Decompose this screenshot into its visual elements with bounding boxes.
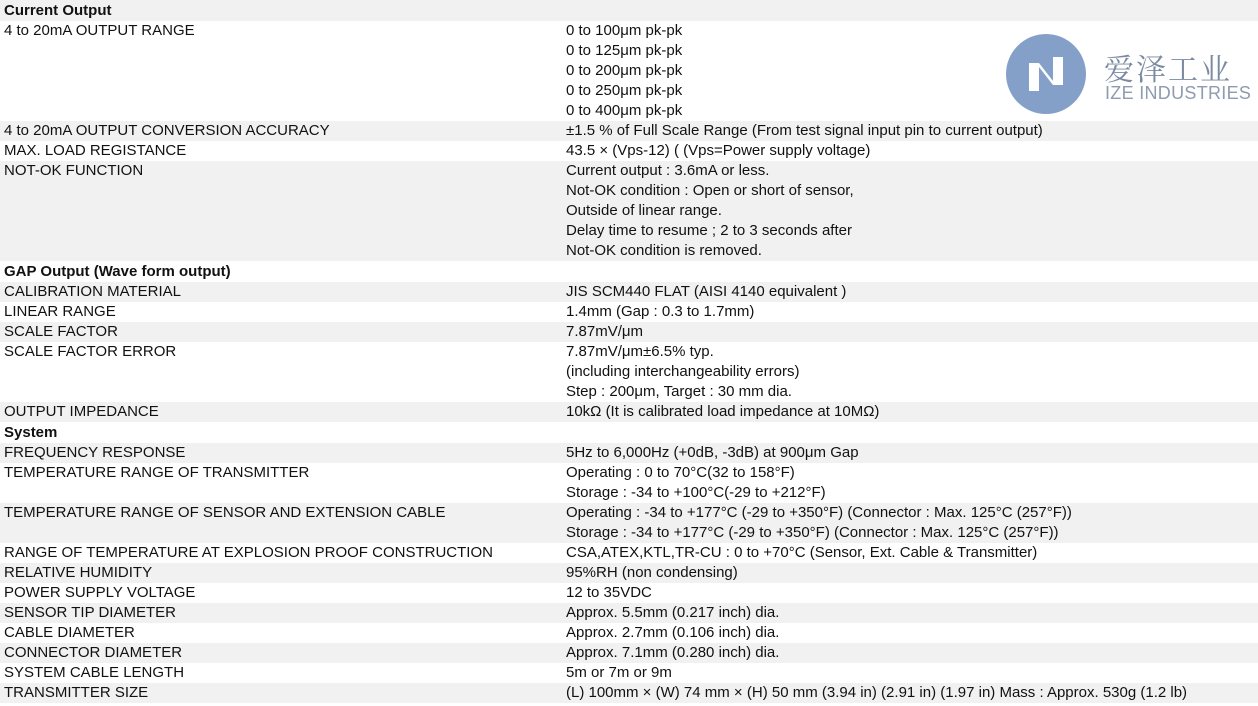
spec-value: [563, 261, 1258, 282]
spec-value: [563, 443, 1258, 463]
spec-value-line: JIS SCM440 FLAT (AISI 4140 equivalent ): [566, 283, 847, 300]
spec-value-line: 5Hz to 6,000Hz (+0dB, -3dB) at 900μm Gap: [566, 444, 859, 461]
spec-value-line: Approx. 7.1mm (0.280 inch) dia.: [566, 644, 780, 661]
spec-value-line: 43.5 × (Vps-12) ( (Vps=Power supply voltage): [566, 142, 871, 159]
section-header-row: [0, 422, 1258, 443]
spec-label: SCALE FACTOR: [4, 323, 118, 340]
spec-value-line: CSA,ATEX,KTL,TR-CU : 0 to +70°C (Sensor, Ext. Cable & Transmitter): [566, 544, 1038, 561]
spec-value-line: Step : 200μm, Target : 30 mm dia.: [566, 383, 792, 400]
spec-value: [563, 121, 1258, 141]
spec-value: [563, 583, 1258, 603]
brand-name-cn: 爱泽工业: [1104, 53, 1232, 88]
spec-value: [563, 643, 1258, 663]
spec-row: [0, 623, 1258, 643]
spec-row: [0, 161, 1258, 261]
spec-value-line: (L) 100mm × (W) 74 mm × (H) 50 mm (3.94 in) (2.91 in) (1.97 in) Mass : Approx. 530g (1.2 lb): [566, 684, 1188, 701]
spec-row: [0, 563, 1258, 583]
spec-label: CALIBRATION MATERIAL: [4, 283, 181, 300]
spec-value-line: Storage : -34 to +177°C (-29 to +350°F) (Connector : Max. 125°C (257°F)): [566, 524, 1059, 541]
spec-value-line: 95%RH (non condensing): [566, 564, 738, 581]
spec-label: CONNECTOR DIAMETER: [4, 644, 183, 661]
spec-value: [563, 322, 1258, 342]
spec-value-line: 0 to 125μm pk-pk: [566, 42, 683, 59]
spec-value: [563, 603, 1258, 623]
spec-value: [563, 422, 1258, 443]
spec-value-line: 0 to 200μm pk-pk: [566, 62, 683, 79]
spec-label: POWER SUPPLY VOLTAGE: [4, 584, 196, 601]
spec-row: [0, 21, 1258, 121]
spec-value: [563, 21, 1258, 121]
spec-value: [563, 402, 1258, 422]
spec-value-line: Operating : 0 to 70°C(32 to 158°F): [566, 464, 795, 481]
spec-row: [0, 121, 1258, 141]
spec-label: SCALE FACTOR ERROR: [4, 343, 177, 360]
spec-value: [563, 141, 1258, 161]
spec-label: RELATIVE HUMIDITY: [4, 564, 153, 581]
spec-value-line: 7.87mV/μm: [566, 323, 643, 340]
spec-row: [0, 141, 1258, 161]
spec-value: [563, 543, 1258, 563]
spec-value: [563, 302, 1258, 322]
spec-label: SENSOR TIP DIAMETER: [4, 604, 176, 621]
spec-label: OUTPUT IMPEDANCE: [4, 403, 159, 420]
spec-value: [563, 463, 1258, 503]
spec-value-line: 10kΩ (It is calibrated load impedance at 10MΩ): [566, 403, 880, 420]
spec-row: [0, 663, 1258, 683]
spec-row: [0, 282, 1258, 302]
spec-row: [0, 463, 1258, 503]
section-header-row: [0, 0, 1258, 21]
spec-value-line: Not-OK condition is removed.: [566, 242, 762, 259]
spec-value-line: Storage : -34 to +100°C(-29 to +212°F): [566, 484, 826, 501]
spec-label: NOT-OK FUNCTION: [4, 162, 144, 179]
spec-value-line: Not-OK condition : Open or short of sensor,: [566, 182, 854, 199]
spec-row: [0, 443, 1258, 463]
spec-label: TRANSMITTER SIZE: [4, 684, 149, 701]
spec-value: [563, 663, 1258, 683]
spec-label: CABLE DIAMETER: [4, 624, 135, 641]
spec-value-line: 0 to 250μm pk-pk: [566, 82, 683, 99]
spec-value: [563, 282, 1258, 302]
spec-value-line: 0 to 100μm pk-pk: [566, 22, 683, 39]
spec-value-line: Approx. 2.7mm (0.106 inch) dia.: [566, 624, 780, 641]
spec-value-line: 7.87mV/μm±6.5% typ.: [566, 343, 714, 360]
spec-row: [0, 583, 1258, 603]
brand-name-en: IZE INDUSTRIES: [1105, 83, 1252, 103]
spec-row: [0, 603, 1258, 623]
spec-value-line: Current output : 3.6mA or less.: [566, 162, 770, 179]
section-title: GAP Output (Wave form output): [4, 263, 231, 280]
spec-label: FREQUENCY RESPONSE: [4, 444, 186, 461]
spec-value: [563, 503, 1258, 543]
spec-row: [0, 683, 1258, 703]
spec-label: TEMPERATURE RANGE OF SENSOR AND EXTENSION CABLE: [4, 504, 446, 521]
spec-value-line: Approx. 5.5mm (0.217 inch) dia.: [566, 604, 780, 621]
spec-label: LINEAR RANGE: [4, 303, 116, 320]
spec-row: [0, 503, 1258, 543]
spec-value: [563, 342, 1258, 402]
spec-label: 4 to 20mA OUTPUT CONVERSION ACCURACY: [4, 122, 330, 139]
section-title: Current Output: [4, 2, 112, 19]
spec-value-line: 1.4mm (Gap : 0.3 to 1.7mm): [566, 303, 755, 320]
spec-label: 4 to 20mA OUTPUT RANGE: [4, 22, 195, 39]
spec-value-line: ±1.5 % of Full Scale Range (From test signal input pin to current output): [566, 122, 1043, 139]
spec-row: [0, 402, 1258, 422]
spec-value-line: 5m or 7m or 9m: [566, 664, 672, 681]
spec-value-line: Operating : -34 to +177°C (-29 to +350°F) (Connector : Max. 125°C (257°F)): [566, 504, 1072, 521]
spec-row: [0, 342, 1258, 402]
spec-row: [0, 543, 1258, 563]
section-header-row: [0, 261, 1258, 282]
spec-value: [563, 161, 1258, 261]
spec-label: TEMPERATURE RANGE OF TRANSMITTER: [4, 464, 310, 481]
spec-label: MAX. LOAD REGISTANCE: [4, 142, 187, 159]
spec-value-line: Delay time to resume ; 2 to 3 seconds after: [566, 222, 852, 239]
spec-row: [0, 322, 1258, 342]
section-title: System: [4, 424, 58, 441]
spec-value-line: (including interchangeability errors): [566, 363, 800, 380]
spec-value: [563, 623, 1258, 643]
spec-value-line: 12 to 35VDC: [566, 584, 652, 601]
spec-value-line: 0 to 400μm pk-pk: [566, 102, 683, 119]
spec-label: RANGE OF TEMPERATURE AT EXPLOSION PROOF CONSTRUCTION: [4, 544, 493, 561]
spec-value-line: Outside of linear range.: [566, 202, 722, 219]
spec-value: [563, 0, 1258, 21]
spec-row: [0, 643, 1258, 663]
spec-row: [0, 302, 1258, 322]
spec-value: [563, 683, 1258, 703]
spec-value: [563, 563, 1258, 583]
spec-label: SYSTEM CABLE LENGTH: [4, 664, 185, 681]
